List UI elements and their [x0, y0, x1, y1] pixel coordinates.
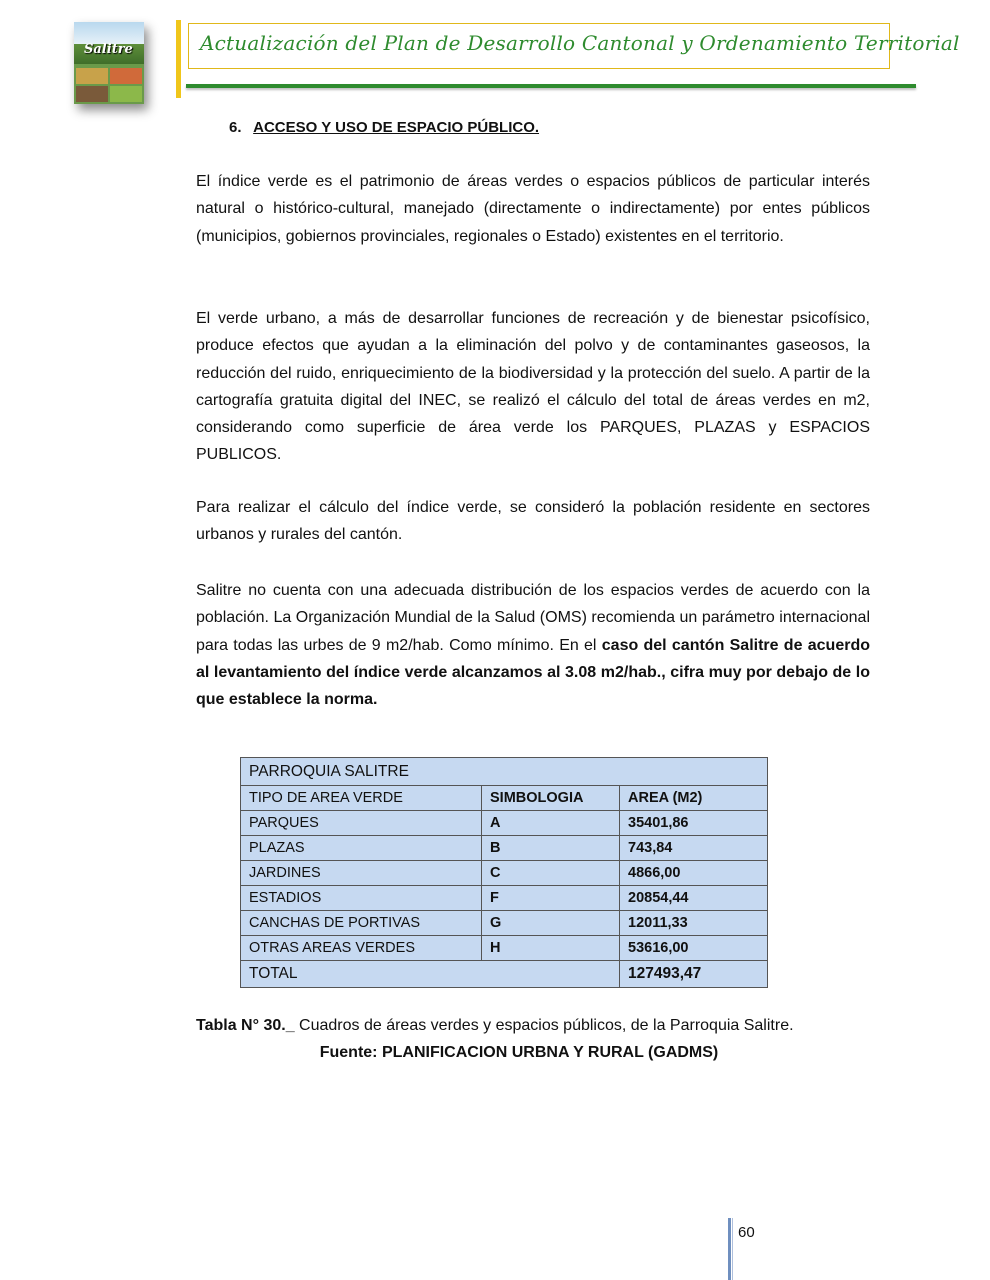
paragraph-1: El índice verde es el patrimonio de áreas verdes o espacios públicos de particular interés natural o histórico-cultural, manejado (directamente o indirectamente) por entes públicos (municipios, gobiernos provinciales, regionales o Estado) existentes en el territorio. [196, 173, 870, 245]
table-row [241, 861, 768, 886]
header-cell-symbol: SIMBOLOGIA [482, 786, 620, 811]
table-header-row [241, 786, 768, 811]
cell-symbol: G [482, 911, 620, 936]
footer-rule-light [732, 1218, 733, 1280]
paragraph-3: Para realizar el cálculo del índice verde, se consideró la población residente en sectores urbanos y rurales del cantón. [196, 499, 870, 544]
table-row [241, 886, 768, 911]
table-row [241, 936, 768, 961]
cell-area: 53616,00 [620, 936, 768, 961]
paragraph-4-text: Salitre no cuenta con una adecuada distribución de los espacios verdes de acuerdo con la población. La Organización Mundial de la Salud (OMS) recomienda un parámetro internacional para todas las urbes de 9 m2/hab. Como mínimo. En el [196, 582, 870, 654]
cell-type: PLAZAS [241, 836, 482, 861]
cell-area: 743,84 [620, 836, 768, 861]
cell-symbol: A [482, 811, 620, 836]
header-title: Actualización del Plan de Desarrollo Cantonal y Ordenamiento Territorial [200, 31, 960, 55]
cell-area: 35401,86 [620, 811, 768, 836]
cell-type: CANCHAS DE PORTIVAS [241, 911, 482, 936]
cell-type: PARQUES [241, 811, 482, 836]
cell-symbol: H [482, 936, 620, 961]
caption-text: Cuadros de áreas verdes y espacios públicos, de la Parroquia Salitre. [294, 1017, 794, 1034]
table-source: Fuente: PLANIFICACION URBNA Y RURAL (GADMS) [319, 1044, 719, 1061]
table-row [241, 911, 768, 936]
header-cell-type: TIPO DE AREA VERDE [241, 786, 482, 811]
logo-label: Salitre [84, 42, 133, 57]
table-title: PARROQUIA SALITRE [241, 758, 768, 786]
header-divider [186, 84, 916, 88]
header-cell-area: AREA (M2) [620, 786, 768, 811]
green-areas-table [240, 757, 768, 988]
cell-area: 20854,44 [620, 886, 768, 911]
paragraph-4-emphasis: caso del cantón Salitre de acuerdo al levantamiento del índice verde alcanzamos al 3.08 m2/hab., cifra muy por debajo de lo que establece la norma. [196, 636, 870, 709]
header-accent-bar [176, 20, 181, 98]
paragraph-4 [196, 577, 870, 713]
footer-rule [728, 1218, 731, 1280]
total-label: TOTAL [241, 961, 620, 988]
cell-symbol: B [482, 836, 620, 861]
cell-area: 4866,00 [620, 861, 768, 886]
table-row [241, 836, 768, 861]
cell-type: OTRAS AREAS VERDES [241, 936, 482, 961]
table-caption [196, 1017, 794, 1035]
caption-label: Tabla N° 30._ [196, 1017, 295, 1034]
cell-type: JARDINES [241, 861, 482, 886]
section-number: 6. [229, 119, 242, 136]
cell-type: ESTADIOS [241, 886, 482, 911]
section-heading [229, 119, 539, 136]
page-number: 60 [738, 1224, 755, 1241]
table-row [241, 811, 768, 836]
cell-area: 12011,33 [620, 911, 768, 936]
section-title: ACCESO Y USO DE ESPACIO PÚBLICO. [253, 119, 540, 136]
paragraph-2: El verde urbano, a más de desarrollar funciones de recreación y de bienestar psicofísico, produce efectos que ayudan a la eliminación del polvo y de contaminantes gaseosos, la reducción del ruido, enriquecimiento de la biodiversidad y la protección del suelo. A partir de la cartografía gratuita digital del INEC, se realizó el cálculo del total de áreas verdes en m2, considerando como superficie de área verde los PARQUES, PLAZAS y ESPACIOS PUBLICOS. [196, 310, 870, 464]
table-title-row [241, 758, 768, 786]
logo-image [74, 22, 144, 104]
table-total-row [241, 961, 768, 988]
total-value: 127493,47 [620, 961, 768, 988]
cell-symbol: F [482, 886, 620, 911]
cell-symbol: C [482, 861, 620, 886]
